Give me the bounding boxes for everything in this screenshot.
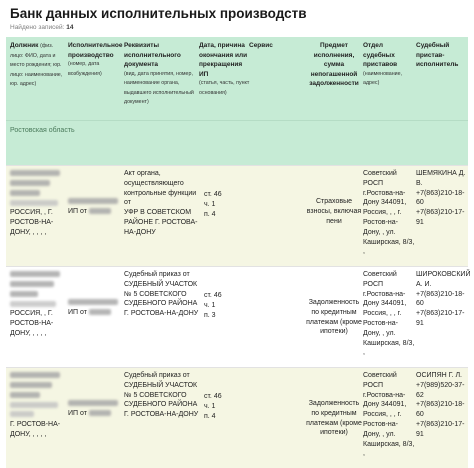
department-cell: Советский РОСП г.Ростова-на-Дону 344091, Россия, , , г. Ростов-на-Дону, , ул. Каширская, 8/3, ,	[363, 170, 415, 256]
table-row	[6, 165, 468, 266]
proceeding-cell	[68, 399, 118, 419]
debtor-cell	[10, 169, 66, 238]
records-found-count: 14	[66, 24, 74, 31]
region-group-header	[6, 120, 468, 165]
col-header-debtor[interactable]: Должник (физ. лицо: ФИО, дата и место рождения; юр. лицо: наименование, юр. адрес)	[10, 42, 63, 87]
records-found-label: Найдено записей:	[10, 24, 65, 31]
document-cell: Судебный приказ от СУДЕБНЫЙ УЧАСТОК № 5 СОВЕТСКОГО СУДЕБНОГО РАЙОНА Г. РОСТОВА-НА-ДОНУ	[124, 372, 199, 419]
col-header-service[interactable]: Сервис	[249, 42, 273, 49]
bailiff-cell: ШЕМЯКИНА Д. В. +7(863)210-18-60 +7(863)210-17-91	[416, 170, 466, 226]
debtor-cell	[10, 371, 66, 440]
redacted-debtor-name	[10, 270, 66, 309]
document-cell: Акт органа, осуществляющего контрольные функции от УФР В СОВЕТСКОМ РАЙОНЕ Г. РОСТОВА-НА-ДОНУ	[124, 170, 198, 236]
proceeding-ip-label: ИП от	[68, 308, 87, 316]
table-row	[6, 367, 468, 468]
results-table	[6, 37, 471, 468]
proceeding-ip-label: ИП от	[68, 409, 87, 417]
col-header-department[interactable]: Отдел судебных приставов (наименование, адрес)	[363, 42, 403, 86]
bailiff-cell: ОСИПЯН Г. Л. +7(989)520-37-62 +7(863)210-18-60 +7(863)210-17-91	[416, 372, 465, 438]
table-row	[6, 266, 471, 367]
bailiff-cell: ШИРОКОВСКИЙ А. И. +7(863)210-18-60 +7(863)210-17-91	[416, 271, 471, 327]
department-cell: Советский РОСП г.Ростова-на-Дону 344091, Россия, , , г. Ростов-на-Дону, , ул. Каширская, 8/3, ,	[363, 271, 415, 357]
records-found	[10, 24, 73, 31]
end-reason-cell: ст. 46 ч. 1 п. 4	[204, 191, 222, 218]
col-header-bailiff[interactable]: Судебный пристав-исполнитель	[416, 42, 459, 68]
subject-cell: Задолженность по кредитным платежам (кроме ипотеки)	[306, 299, 362, 336]
subject-cell: Страховые взносы, включая пени	[306, 198, 362, 225]
redacted-debtor-name	[10, 371, 66, 420]
end-reason-cell: ст. 46 ч. 1 п. 3	[204, 292, 222, 319]
region-name: Ростовская область	[10, 127, 75, 134]
document-cell: Судебный приказ от СУДЕБНЫЙ УЧАСТОК № 5 СОВЕТСКОГО СУДЕБНОГО РАЙОНА Г. РОСТОВА-НА-ДОНУ	[124, 271, 199, 318]
redacted-debtor-name	[10, 169, 66, 208]
debtor-location: Г. РОСТОВ-НА-ДОНУ, , , , ,	[10, 420, 61, 438]
col-header-subject[interactable]: Предмет исполнения, сумма непогашенной задолженности	[309, 42, 359, 87]
table-header	[6, 37, 468, 120]
debtor-cell	[10, 270, 66, 339]
department-cell: Советский РОСП г.Ростова-на-Дону 344091, Россия, , , г. Ростов-на-Дону, , ул. Каширская, 8/3, ,	[363, 372, 415, 458]
col-header-proceeding[interactable]: Исполнительное производство (номер, дата возбуждения)	[68, 42, 123, 77]
proceeding-cell	[68, 197, 118, 217]
debtor-location: РОССИЯ, , Г. РОСТОВ-НА-ДОНУ, , , , ,	[10, 310, 54, 337]
proceeding-cell	[68, 298, 118, 318]
subject-cell: Задолженность по кредитным платежам (кроме ипотеки)	[306, 400, 362, 437]
debtor-location: РОССИЯ, , Г. РОСТОВ-НА-ДОНУ, , , , ,	[10, 209, 54, 236]
col-header-document[interactable]: Реквизиты исполнительного документа (вид, дата принятия, номер, наименование органа, выдавшего исполнительный документ)	[124, 42, 194, 105]
proceeding-ip-label: ИП от	[68, 207, 87, 215]
page-title: Банк данных исполнительных производств	[10, 6, 307, 21]
end-reason-cell: ст. 46 ч. 1 п. 4	[204, 393, 222, 420]
col-header-end-date[interactable]: Дата, причина окончания или прекращения ИП (статья, часть, пункт основания)	[199, 42, 250, 96]
